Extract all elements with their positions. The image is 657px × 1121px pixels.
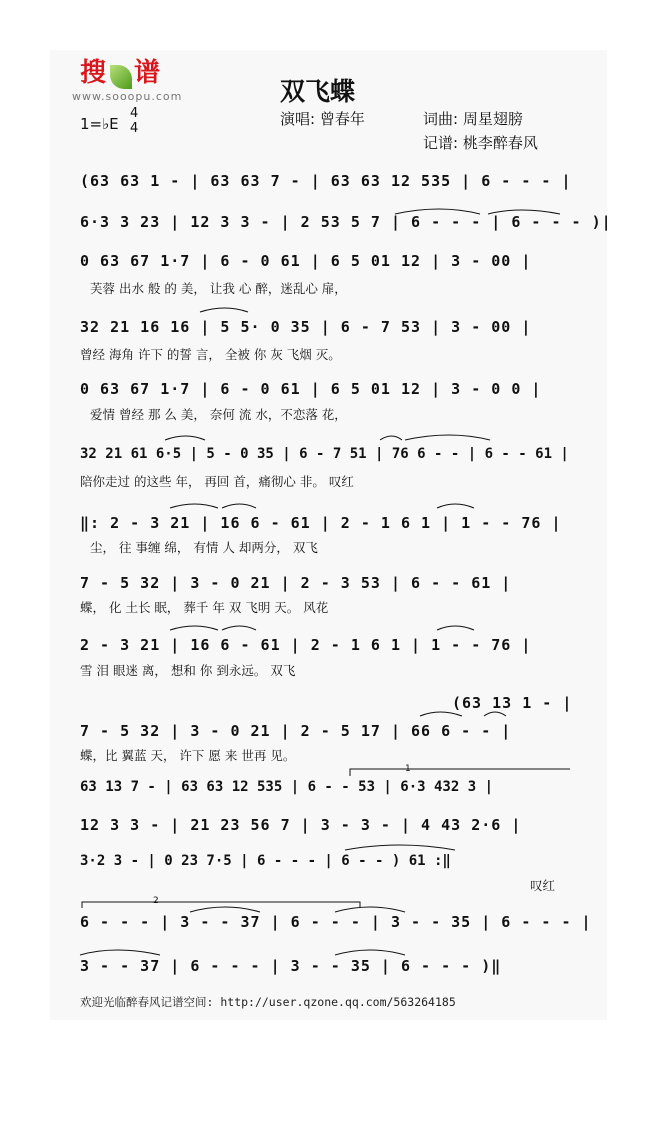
slur-arc	[395, 209, 480, 214]
chorus-line-4-lyrics: 蝶，比 翼蓝 天， 许下 愿 来 世再 见。	[80, 748, 296, 763]
notator: 记谱: 桃李醉春风	[423, 134, 538, 152]
slur-arc	[488, 210, 560, 214]
chorus-line-1-music: ‖: 2 - 3 21 | 16 6 - 61 | 2 - 1 6 1 | 1 - - 76 |	[80, 514, 562, 532]
interlude-line-3: 3·2 3 - | 0 23 7·5 | 6 - - - | 6 - - ) 61 :‖	[80, 853, 451, 869]
logo-url: www.sooopu.com	[72, 90, 183, 103]
slur-arc	[405, 435, 490, 440]
chorus-line-3-lyrics: 雪 泪 眼迷 离， 想和 你 到永远。 双飞	[80, 663, 296, 678]
verse-line-4-music: 32 21 61 6·5 | 5 - 0 35 | 6 - 7 51 | 76 6 - - | 6 - - 61 |	[80, 446, 569, 462]
composer: 词曲: 周星翅膀	[423, 110, 523, 128]
slur-arc	[335, 950, 405, 955]
song-title: 双飞蝶	[280, 77, 356, 106]
interlude-line-2: 12 3 3 - | 21 23 56 7 | 3 - 3 - | 4 43 2·6 |	[80, 816, 522, 834]
volta-2-label: 2	[153, 896, 159, 906]
singer: 演唱: 曾春年	[280, 110, 365, 128]
slur-arc	[345, 845, 455, 850]
ending-line-1: 6 - - - | 3 - - 37 | 6 - - - | 3 - - 35 | 6 - - - |	[80, 913, 592, 931]
logo-brand-char-1: 搜	[80, 58, 109, 88]
verse-line-4-lyrics: 陪你走过 的这些 年， 再回 首，痛彻心 非。 叹红	[80, 474, 354, 489]
verse-line-1-music: 0 63 67 1·7 | 6 - 0 61 | 6 5 01 12 | 3 - 00 |	[80, 252, 532, 270]
slur-arc	[170, 626, 218, 630]
slur-arc	[190, 907, 260, 912]
slur-arc	[420, 712, 462, 716]
volta-1-label: 1	[405, 764, 411, 774]
time-signature-top: 4	[130, 106, 139, 121]
slur-arc	[165, 436, 205, 440]
slur-arc	[437, 504, 474, 508]
interlude-lyric: 叹红	[530, 878, 556, 893]
ending-line-2: 3 - - 37 | 6 - - - | 3 - - 35 | 6 - - - )‖	[80, 957, 502, 975]
chorus-line-4-music: 7 - 5 32 | 3 - 0 21 | 2 - 5 17 | 66 6 - - |	[80, 722, 512, 740]
slur-arc	[437, 626, 474, 630]
chorus-line-2-lyrics: 蝶， 化 土长 眠， 葬千 年 双 飞明 天。 风花	[80, 600, 329, 615]
logo-brand-char-2: 谱	[134, 58, 163, 88]
verse-line-3-music: 0 63 67 1·7 | 6 - 0 61 | 6 5 01 12 | 3 - 0 0 |	[80, 380, 542, 398]
verse-line-1-lyrics: 芙蓉 出水 般 的 美， 让我 心 醉，迷乱心 扉，	[90, 281, 347, 296]
footer-note: 欢迎光临醉春风记谱空间: http://user.qzone.qq.com/563264185	[80, 995, 456, 1009]
slur-arc	[170, 504, 218, 508]
intro-line-1: (63 63 1 - | 63 63 7 - | 63 63 12 535 | 6 - - - |	[80, 172, 572, 190]
interlude-line-1: 63 13 7 - | 63 63 12 535 | 6 - - 53 | 6·3 432 3 |	[80, 779, 494, 795]
verse-line-3-lyrics: 爱情 曾经 那 么 美， 奈何 流 水，不恋落 花，	[90, 407, 347, 422]
chorus-line-3-music: 2 - 3 21 | 16 6 - 61 | 2 - 1 6 1 | 1 - - 76 |	[80, 636, 532, 654]
chorus-line-4-above: (63 13 1 - |	[452, 694, 573, 712]
verse-line-2-lyrics: 曾经 海角 许下 的誓 言， 全被 你 灰 飞烟 灭。	[80, 347, 341, 362]
time-signature-bottom: 4	[130, 121, 139, 136]
chorus-line-1-lyrics: 尘， 往 事缠 绵， 有情 人 却两分， 双飞	[90, 540, 318, 555]
slur-arc	[222, 504, 256, 508]
key-signature: 1=♭E	[80, 115, 119, 133]
intro-line-2: 6·3 3 23 | 12 3 3 - | 2 53 5 7 | 6 - - - | 6 - - - )|	[80, 213, 612, 231]
chorus-line-2-music: 7 - 5 32 | 3 - 0 21 | 2 - 3 53 | 6 - - 61 |	[80, 574, 512, 592]
volta-1-bracket	[350, 769, 570, 776]
slur-arc	[200, 308, 248, 312]
slur-arc	[335, 907, 405, 912]
slur-arc	[380, 436, 402, 440]
slur-arc	[80, 950, 160, 955]
slur-arc	[484, 712, 506, 716]
verse-line-2-music: 32 21 16 16 | 5 5· 0 35 | 6 - 7 53 | 3 - 00 |	[80, 318, 532, 336]
slur-arc	[222, 626, 256, 630]
